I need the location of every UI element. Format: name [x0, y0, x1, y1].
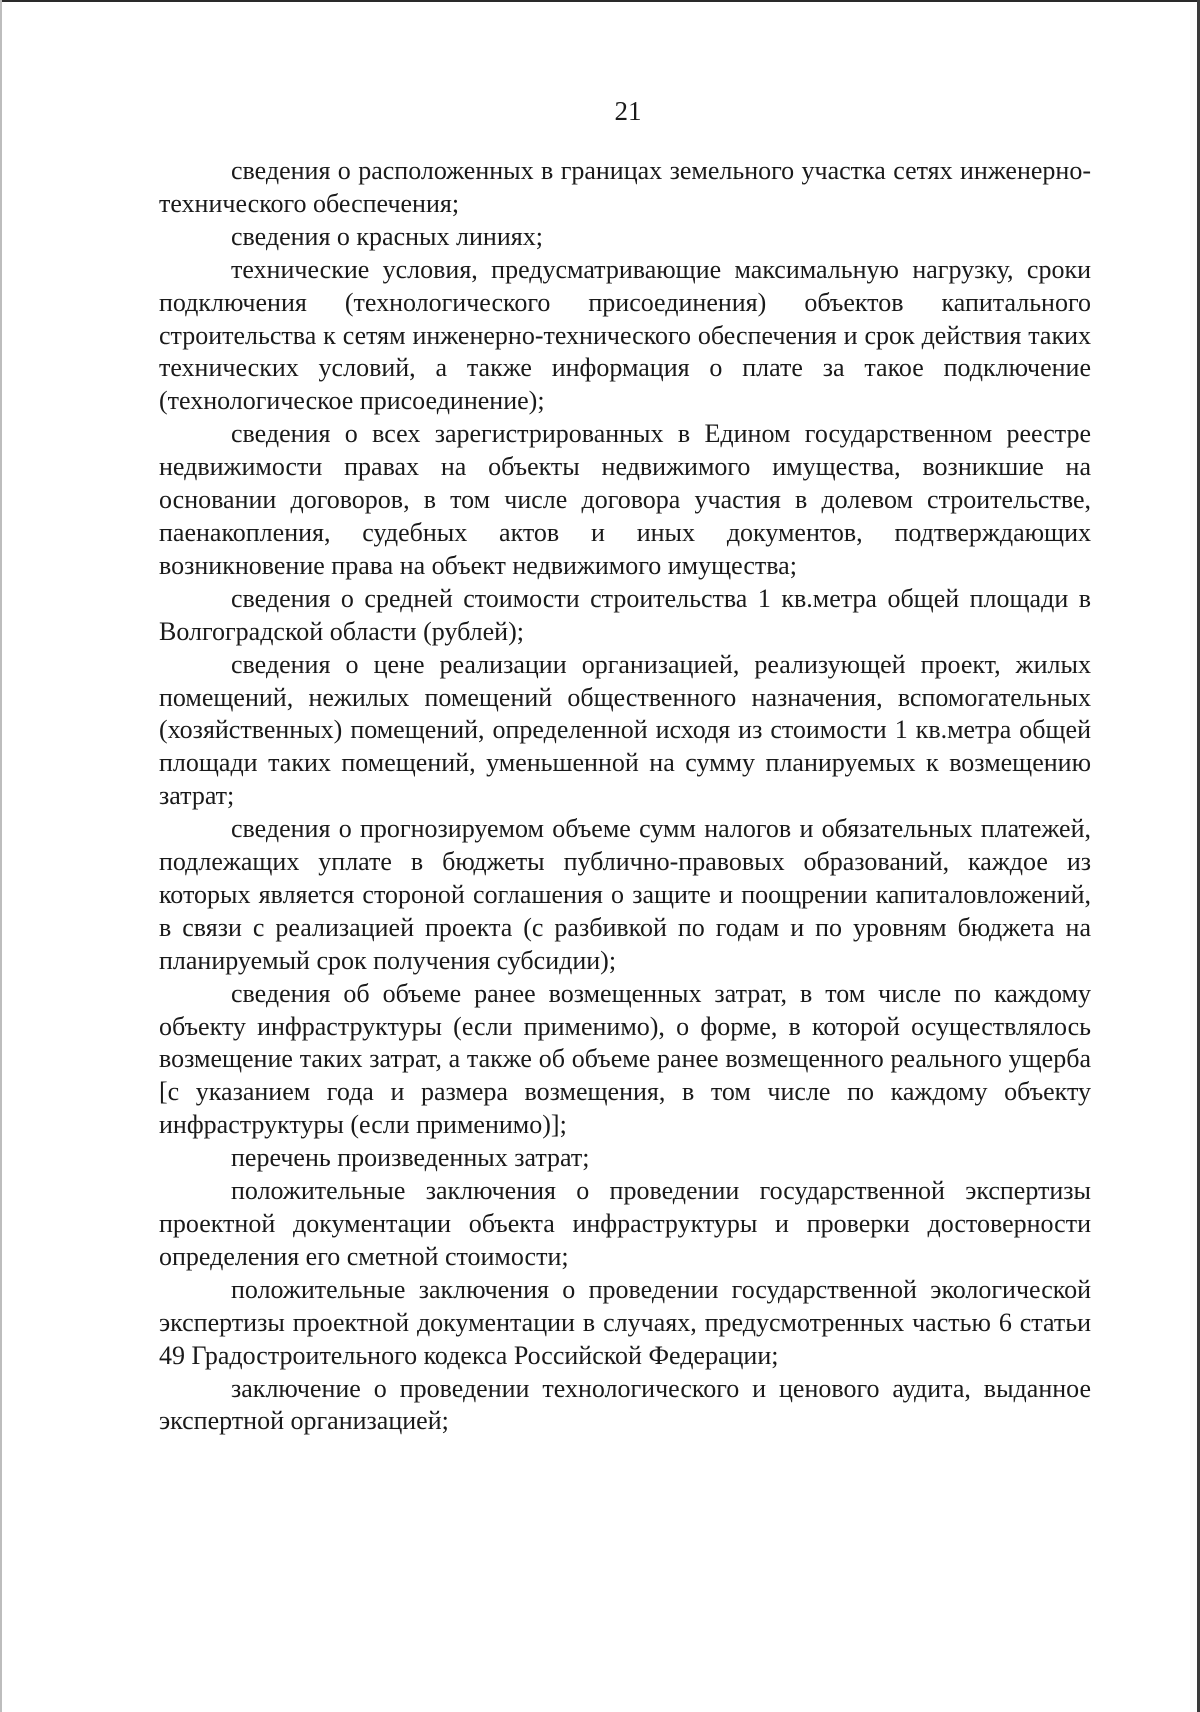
- paragraph: сведения о красных линиях;: [231, 221, 543, 251]
- paragraph: заключение о проведении технологического и ценового аудита, выданное экспертной организацией;: [159, 1373, 1091, 1436]
- document-body: [159, 155, 1091, 1438]
- page-number: 21: [614, 96, 642, 126]
- paragraph: сведения о расположенных в границах земельного участка сетях инженерно-технического обеспечения;: [159, 156, 1091, 218]
- scan-edge-left: [0, 0, 2, 1712]
- paragraph: перечень произведенных затрат;: [231, 1143, 590, 1173]
- paragraph: сведения о прогнозируемом объеме сумм налогов и обязательных платежей, подлежащих уплате в бюджеты публично-правовых образований, каждое из которых является стороной соглашения о защите и поощрении капиталовложений, в связи с реализацией проекта (с разбивкой по годам и по уровням бюджета на планируемый срок получения субсидии);: [159, 814, 1091, 975]
- paragraph: сведения об объеме ранее возмещенных затрат, в том числе по каждому объекту инфраструктуры (если применимо), о форме, в которой осуществлялось возмещение таких затрат, а также об объеме ранее возмещенного реального ущерба [с указанием года и размера возмещения, в том числе по каждому объекту инфраструктуры (если применимо)];: [159, 978, 1091, 1140]
- paragraph: сведения о цене реализации организацией, реализующей проект, жилых помещений, нежилых помещений общественного назначения, вспомогательных (хозяйственных) помещений, определенной исходя из стоимости 1 кв.метра общей площади таких помещений, уменьшенной на сумму планируемых к возмещению затрат;: [159, 649, 1091, 811]
- paragraph: сведения о всех зарегистрированных в Едином государственном реестре недвижимости правах на объекты недвижимого имущества, возникшие на основании договоров, в том числе договора участия в долевом строительстве, паенакопления, судебных актов и иных документов, подтверждающих возникновение права на объект недвижимого имущества;: [159, 419, 1091, 580]
- paragraph: положительные заключения о проведении государственной экспертизы проектной документации объекта инфраструктуры и проверки достоверности определения его сметной стоимости;: [159, 1176, 1091, 1271]
- paragraph: сведения о средней стоимости строительства 1 кв.метра общей площади в Волгоградской области (рублей);: [159, 583, 1091, 646]
- scan-edge-top: [0, 0, 1200, 2]
- paragraph: положительные заключения о проведении государственной экологической экспертизы проектной документации в случаях, предусмотренных частью 6 статьи 49 Градостроительного кодекса Российской Федерации;: [159, 1274, 1091, 1370]
- paragraph: технические условия, предусматривающие максимальную нагрузку, сроки подключения (технологического присоединения) объектов капитального строительства к сетям инженерно-технического обеспечения и срок действия таких технических условий, а также информация о плате за такое подключение (технологическое присоединение);: [159, 254, 1091, 416]
